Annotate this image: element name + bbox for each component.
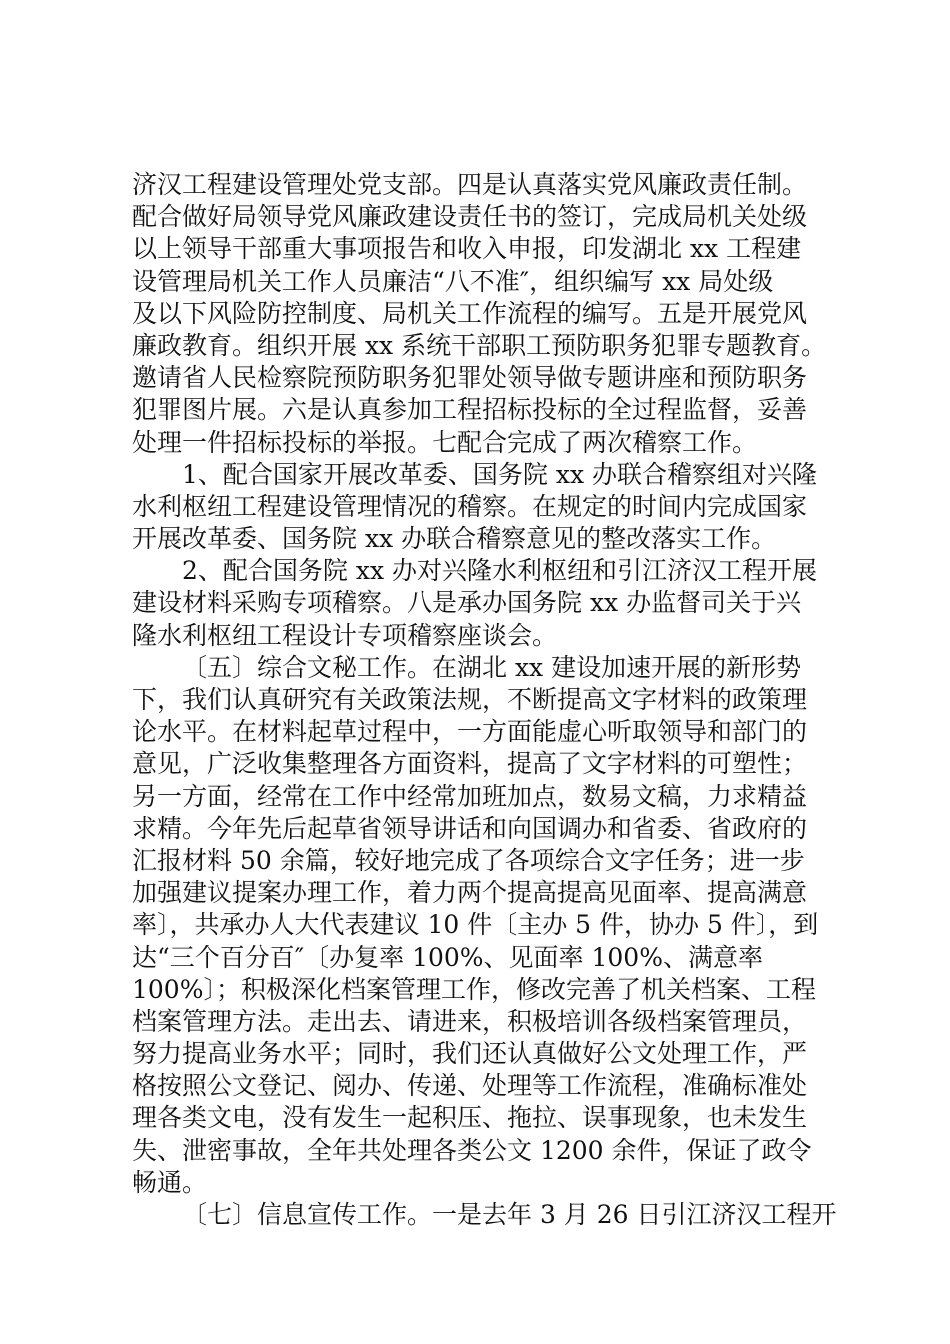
text-line: 达“三个百分百″〔办复率 100%、见面率 100%、满意率 (132, 942, 763, 972)
text-line: 加强建议提案办理工作，着力两个提高提高见面率、提高满意 (132, 878, 808, 908)
text-line: 犯罪图片展。六是认真参加工程招标投标的全过程监督，妥善 (132, 395, 808, 425)
text-line: 〔七〕信息宣传工作。一是去年 3 月 26 日引江济汉工程开 (182, 1200, 837, 1229)
text-line: 理各类文电，没有发生一起积压、拖拉、误事现象，也未发生 (132, 1103, 808, 1133)
text-line: 及以下风险防控制度、局机关工作流程的编写。五是开展党风 (132, 298, 808, 328)
text-line: 配合做好局领导党风廉政建设责任书的签订，完成局机关处级 (132, 202, 808, 232)
text-line: 2、配合国务院 xx 办对兴隆水利枢纽和引江济汉工程开展 (182, 556, 817, 586)
text-line: 汇报材料 50 余篇，较好地完成了各项综合文字任务；进一步 (132, 845, 805, 875)
text-line: 意见，广泛收集整理各方面资料，提高了文字材料的可塑性； (132, 749, 808, 779)
text-line: 建设材料采购专项稽察。八是承办国务院 xx 办监督司关于兴 (132, 588, 802, 618)
text-line: 隆水利枢纽工程设计专项稽察座谈会。 (132, 620, 558, 650)
text-line: 求精。今年先后起草省领导讲话和向国调办和省委、省政府的 (132, 813, 808, 843)
text-line: 水利枢纽工程建设管理情况的稽察。在规定的时间内完成国家 (132, 491, 808, 521)
text-line: 处理一件招标投标的举报。七配合完成了两次稽察工作。 (132, 427, 758, 457)
text-line: 失、泄密事故，全年共处理各类公文 1200 余件，保证了政令 (132, 1135, 812, 1165)
text-line: 畅通。 (132, 1167, 208, 1197)
text-line: 下，我们认真研究有关政策法规，不断提高文字材料的政策理 (132, 685, 808, 714)
document-body (132, 169, 837, 1231)
text-line: 率〕，共承办人大代表建议 10 件〔主办 5 件，协办 5 件〕，到 (132, 910, 819, 940)
text-line: 另一方面，经常在工作中经常加班加点，数易文稿，力求精益 (132, 781, 808, 811)
text-line: 论水平。在材料起草过程中，一方面能虚心听取领导和部门的 (132, 717, 808, 747)
text-line: 邀请省人民检察院预防职务犯罪处领导做专题讲座和预防职务 (132, 363, 808, 393)
text-line: 廉政教育。组织开展 xx 系统干部职工预防职务犯罪专题教育。 (132, 330, 827, 360)
text-line: 努力提高业务水平；同时，我们还认真做好公文处理工作，严 (132, 1039, 808, 1069)
text-line: 100%〕；积极深化档案管理工作，修改完善了机关档案、工程 (132, 974, 816, 1004)
text-line: 档案管理方法。走出去、请进来，积极培训各级档案管理员， (132, 1006, 808, 1036)
text-line: 1、配合国家开展改革委、国务院 xx 办联合稽察组对兴隆 (182, 459, 817, 489)
text-line: 格按照公文登记、阅办、传递、处理等工作流程，准确标准处 (132, 1071, 808, 1101)
text-line: 〔五〕综合文秘工作。在湖北 xx 建设加速开展的新形势 (182, 652, 802, 682)
text-line: 设管理局机关工作人员廉洁“八不准″，组织编写 xx 局处级 (132, 266, 774, 296)
text-line: 济汉工程建设管理处党支部。四是认真落实党风廉政责任制。 (132, 170, 808, 199)
text-line: 以上领导干部重大事项报告和收入申报，印发湖北 xx 工程建 (132, 234, 802, 264)
text-line: 开展改革委、国务院 xx 办联合稽察意见的整改落实工作。 (132, 524, 777, 554)
